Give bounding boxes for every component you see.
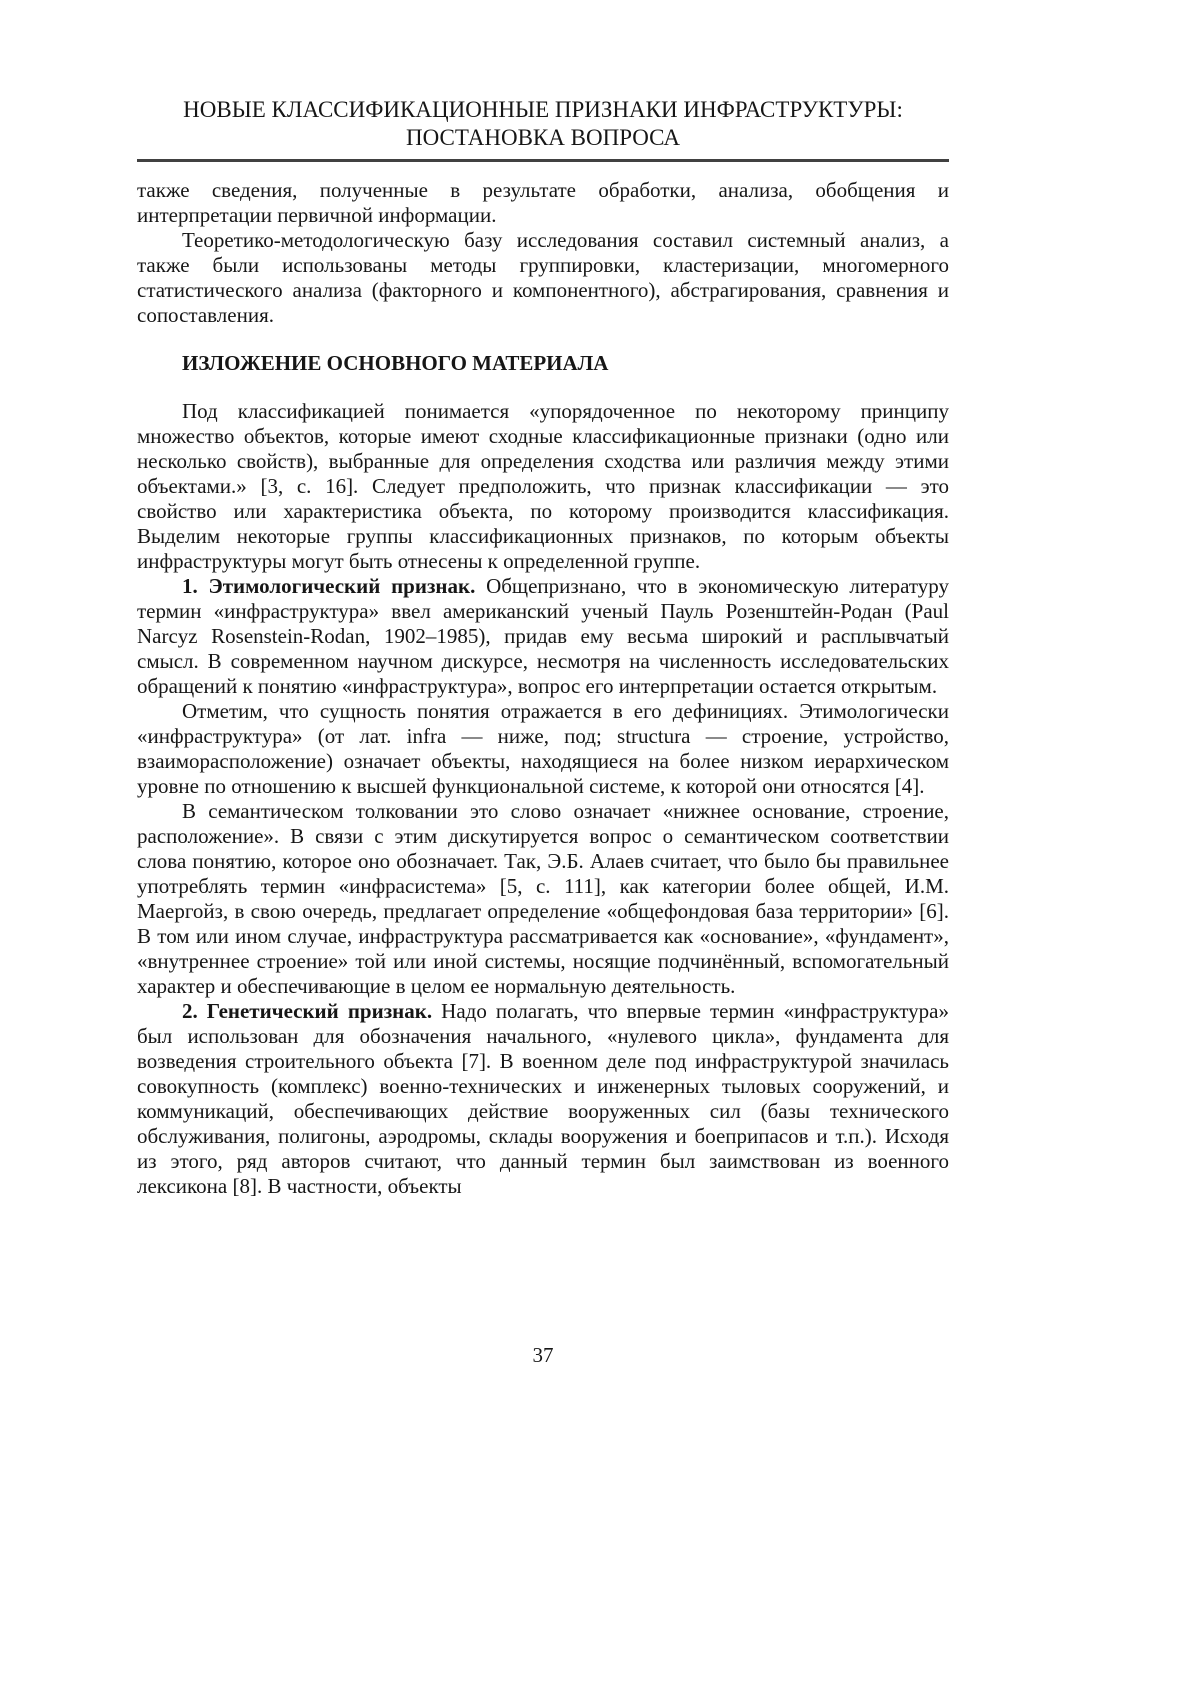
paper-title-line-2: ПОСТАНОВКА ВОПРОСА — [406, 125, 680, 150]
numbered-item-text-1: Общепризнано, что в экономическую литературу термин «инфраструктура» ввел американский ученый Пауль Розенштейн-Родан (Paul Narcyz Rosenstein-Rodan, 1902–1985), придав ему весьма широкий и расплывчатый смысл. В современном научном дискурсе, несмотря на численность исследовательских обращений к понятию «инфраструктура», вопрос его интерпретации остается открытым. — [137, 574, 949, 698]
paper-title-line-1: НОВЫЕ КЛАССИФИКАЦИОННЫЕ ПРИЗНАКИ ИНФРАСТРУКТУРЫ: — [183, 97, 903, 122]
paragraph-definitions: Отметим, что сущность понятия отражается в его дефинициях. Этимологически «инфраструктура» (от лат. infra — ниже, под; structura — строение, устройство, взаиморасположение) означает объекты, находящиеся на более низком иерархическом уровне по отношению к высшей функциональной системе, к которой они относятся [4]. — [137, 699, 949, 798]
paragraph-genetic-feature — [137, 999, 949, 1199]
page-number: 37 — [532, 1343, 554, 1367]
paragraph-semantic: В семантическом толковании это слово означает «нижнее основание, строение, расположение». В связи с этим дискутируется вопрос о семантическом соответствии слова понятию, которое оно обозначает. Так, Э.Б. Алаев считает, что было бы правильнее употреблять термин «инфрасистема» [5, с. 111], как категории более общей, И.М. Маергойз, в свою очередь, предлагает определение «общефондовая база территории» [6]. В том или ином случае, инфраструктура рассматривается как «основание», «фундамент», «внутреннее строение» той или иной системы, носящие подчинённый, вспомогательный характер и обеспечивающие в целом ее нормальную деятельность. — [137, 799, 949, 998]
numbered-item-text-2: Надо полагать, что впервые термин «инфраструктура» был использован для обозначения начального, «нулевого цикла», фундамента для возведения строительного объекта [7]. В военном деле под инфраструктурой значилась совокупность (комплекс) военно-технических и инженерных тыловых сооружений, и коммуникаций, обеспечивающих действие вооруженных сил (базы технического обслуживания, полигоны, аэродромы, склады вооружения и боеприпасов и т.п.). Исходя из этого, ряд авторов считают, что данный термин был заимствован из военного лексикона [8]. В частности, объекты — [137, 999, 950, 1198]
numbered-item-lead-1: 1. Этимологический признак. — [182, 574, 476, 598]
paragraph-continuation: также сведения, полученные в результате обработки, анализа, обобщения и интерпретации первичной информации. — [137, 178, 949, 227]
title-divider — [137, 159, 949, 162]
text-column — [137, 96, 949, 1199]
section-heading: ИЗЛОЖЕНИЕ ОСНОВНОГО МАТЕРИАЛА — [182, 351, 609, 375]
paragraph-etymological-feature — [137, 574, 949, 699]
paragraph-methodology: Теоретико-методологическую базу исследования составил системный анализ, а также были использованы методы группировки, кластеризации, многомерного статистического анализа (факторного и компонентного), абстрагирования, сравнения и сопоставления. — [137, 228, 949, 327]
paragraph-classification-definition: Под классификацией понимается «упорядоченное по некоторому принципу множество объектов, которые имеют сходные классификационные признаки (одно или несколько свойств), выбранные для определения сходства или различия между этими объектами.» [3, с. 16]. Следует предположить, что признак классификации — это свойство или характеристика объекта, по которому производится классификация. Выделим некоторые группы классификационных признаков, по которым объекты инфраструктуры могут быть отнесены к определенной группе. — [137, 399, 949, 573]
paper-header — [137, 96, 949, 162]
article-body — [137, 178, 949, 1199]
numbered-item-lead-2: 2. Генетический признак. — [182, 999, 433, 1023]
